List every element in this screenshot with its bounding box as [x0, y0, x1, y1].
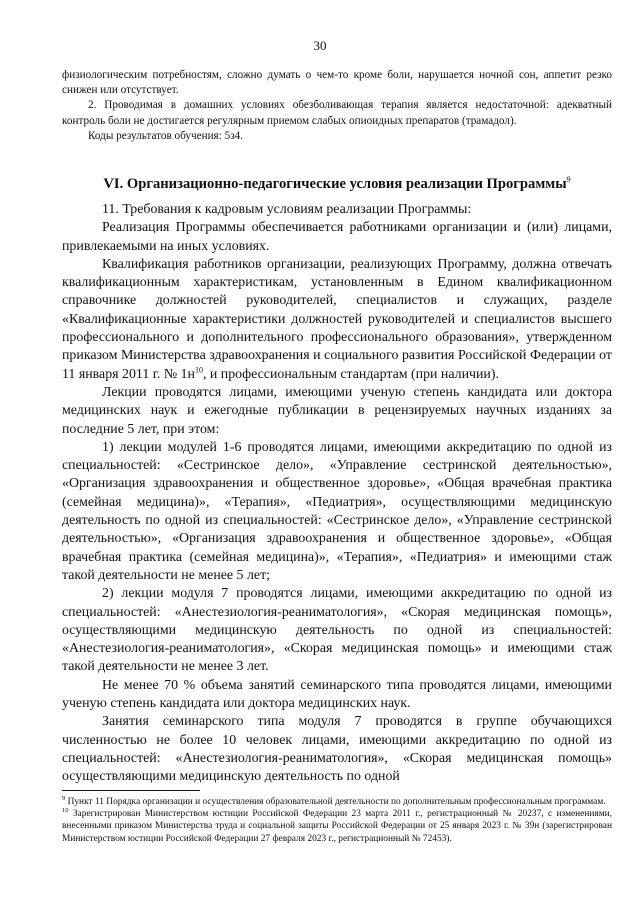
main-text [62, 201, 612, 787]
page-number: 30 [313, 38, 327, 53]
footnote-9-marker: 9 [62, 794, 66, 802]
top-paragraph-continued: физиологическим потребностям, сложно думать о чем-то кроме боли, нарушается ночной сон, аппетит резко снижен или отсутствует. [62, 69, 612, 97]
paragraph-staff-requirements: 11. Требования к кадровым условиям реализации Программы: [102, 202, 472, 217]
footnote-separator [62, 790, 200, 791]
paragraph-qualification [62, 256, 612, 384]
top-text-block [62, 68, 612, 144]
learning-result-codes: Коды результатов обучения: 5з4. [88, 129, 244, 142]
footnotes [62, 796, 612, 845]
footnote-10-text: Зарегистрирован Министерством юстиции Российской Федерации 23 марта 2011 г., регистрационный № 20237, с изменениями, внесенными приказом Министерства труда и социальной защиты Российской Федерации от 25 января 2023 г. № 39н (зарегистрирован Министерством юстиции Российской Федерации 27 февраля 2023 г., регистрационный № 72453). [62, 809, 612, 844]
paragraph-seminar-share: Не менее 70 % объема занятий семинарского типа проводятся лицами, имеющими ученую степень кандидата или доктора медицинских наук. [62, 677, 612, 712]
paragraph-implementation: Реализация Программы обеспечивается работниками организации и (или) лицами, привлекаемыми на иных условиях. [62, 220, 612, 254]
paragraph-seminar-module-7: Занятия семинарского типа модуля 7 проводятся в группе обучающихся численностью не более 10 человек лицами, имеющими аккредитацию по одной из специальностей: «Анестезиология-реаниматология», «Скорая медицинская помощь» осуществляющими медицинскую деятельность по одной [62, 714, 612, 785]
footnote-10-marker: 10 [62, 807, 69, 815]
section-heading-text: VI. Организационно-педагогические условия реализации Программы [103, 175, 567, 192]
paragraph-qualification-tail: , и профессиональным стандартам (при наличии). [202, 366, 499, 382]
section-heading [62, 175, 612, 193]
paragraph-lectures-module-7: 2) лекции модуля 7 проводятся лицами, имеющими аккредитацию по одной из специальностей: «Анестезиология-реаниматология», «Скорая медицинская помощь», осуществляющими медицинскую деятельность по одной из специальностей: «Анестезиология-реаниматология», «Скорая медицинская помощь» и имеющими стаж такой деятельности не менее 3 лет. [62, 586, 612, 675]
paragraph-lectures: Лекции проводятся лицами, имеющими ученую степень кандидата или доктора медицинских наук и ежегодные публикации в рецензируемых научных изданиях за последние 5 лет, при этом: [62, 384, 612, 437]
footnote-9 [62, 796, 612, 808]
footnote-10 [62, 808, 612, 845]
paragraph-lectures-modules-1-6: 1) лекции модулей 1-6 проводятся лицами, имеющими аккредитацию по одной из специальностей: «Сестринское дело», «Управление сестринской деятельностью», «Организация здравоохранения и общественное здоровье», «Общая врачебная практика (семейная медицина)», «Терапия», «Педиатрия», осуществляющими медицинскую деятельность по одной из специальностей: «Сестринское дело», «Управление сестринской деятельностью», «Организация здравоохранения и общественное здоровье», «Общая врачебная практика (семейная медицина)», «Терапия», «Педиатрия» и имеющими стаж такой деятельности не менее 5 лет; [62, 439, 612, 583]
top-paragraph-2: 2. Проводимая в домашних условиях обезболивающая терапия является недостаточной: адекватный контроль боли не достигается регулярным приемом слабых опиоидных препаратов (трамадол). [62, 99, 612, 127]
footnote-ref-9[interactable]: 9 [566, 175, 571, 184]
footnote-ref-10[interactable]: 10 [194, 365, 203, 375]
footnote-9-text: Пункт 11 Порядка организации и осуществления образовательной деятельности по дополнительным профессиональным программам. [65, 797, 606, 807]
paragraph-qualification-text: Квалификация работников организации, реализующих Программу, должна отвечать квалификационным характеристикам, установленным в Едином квалификационном справочнике должностей руководителей, специалистов и служащих, разделе «Квалификационные характеристики должностей руководителей и специалистов высшего профессионального и дополнительного профессионального образования», утвержденном приказом Министерства здравоохранения и социального развития Российской Федерации от 11 января 2011 г. № 1н [62, 256, 612, 382]
